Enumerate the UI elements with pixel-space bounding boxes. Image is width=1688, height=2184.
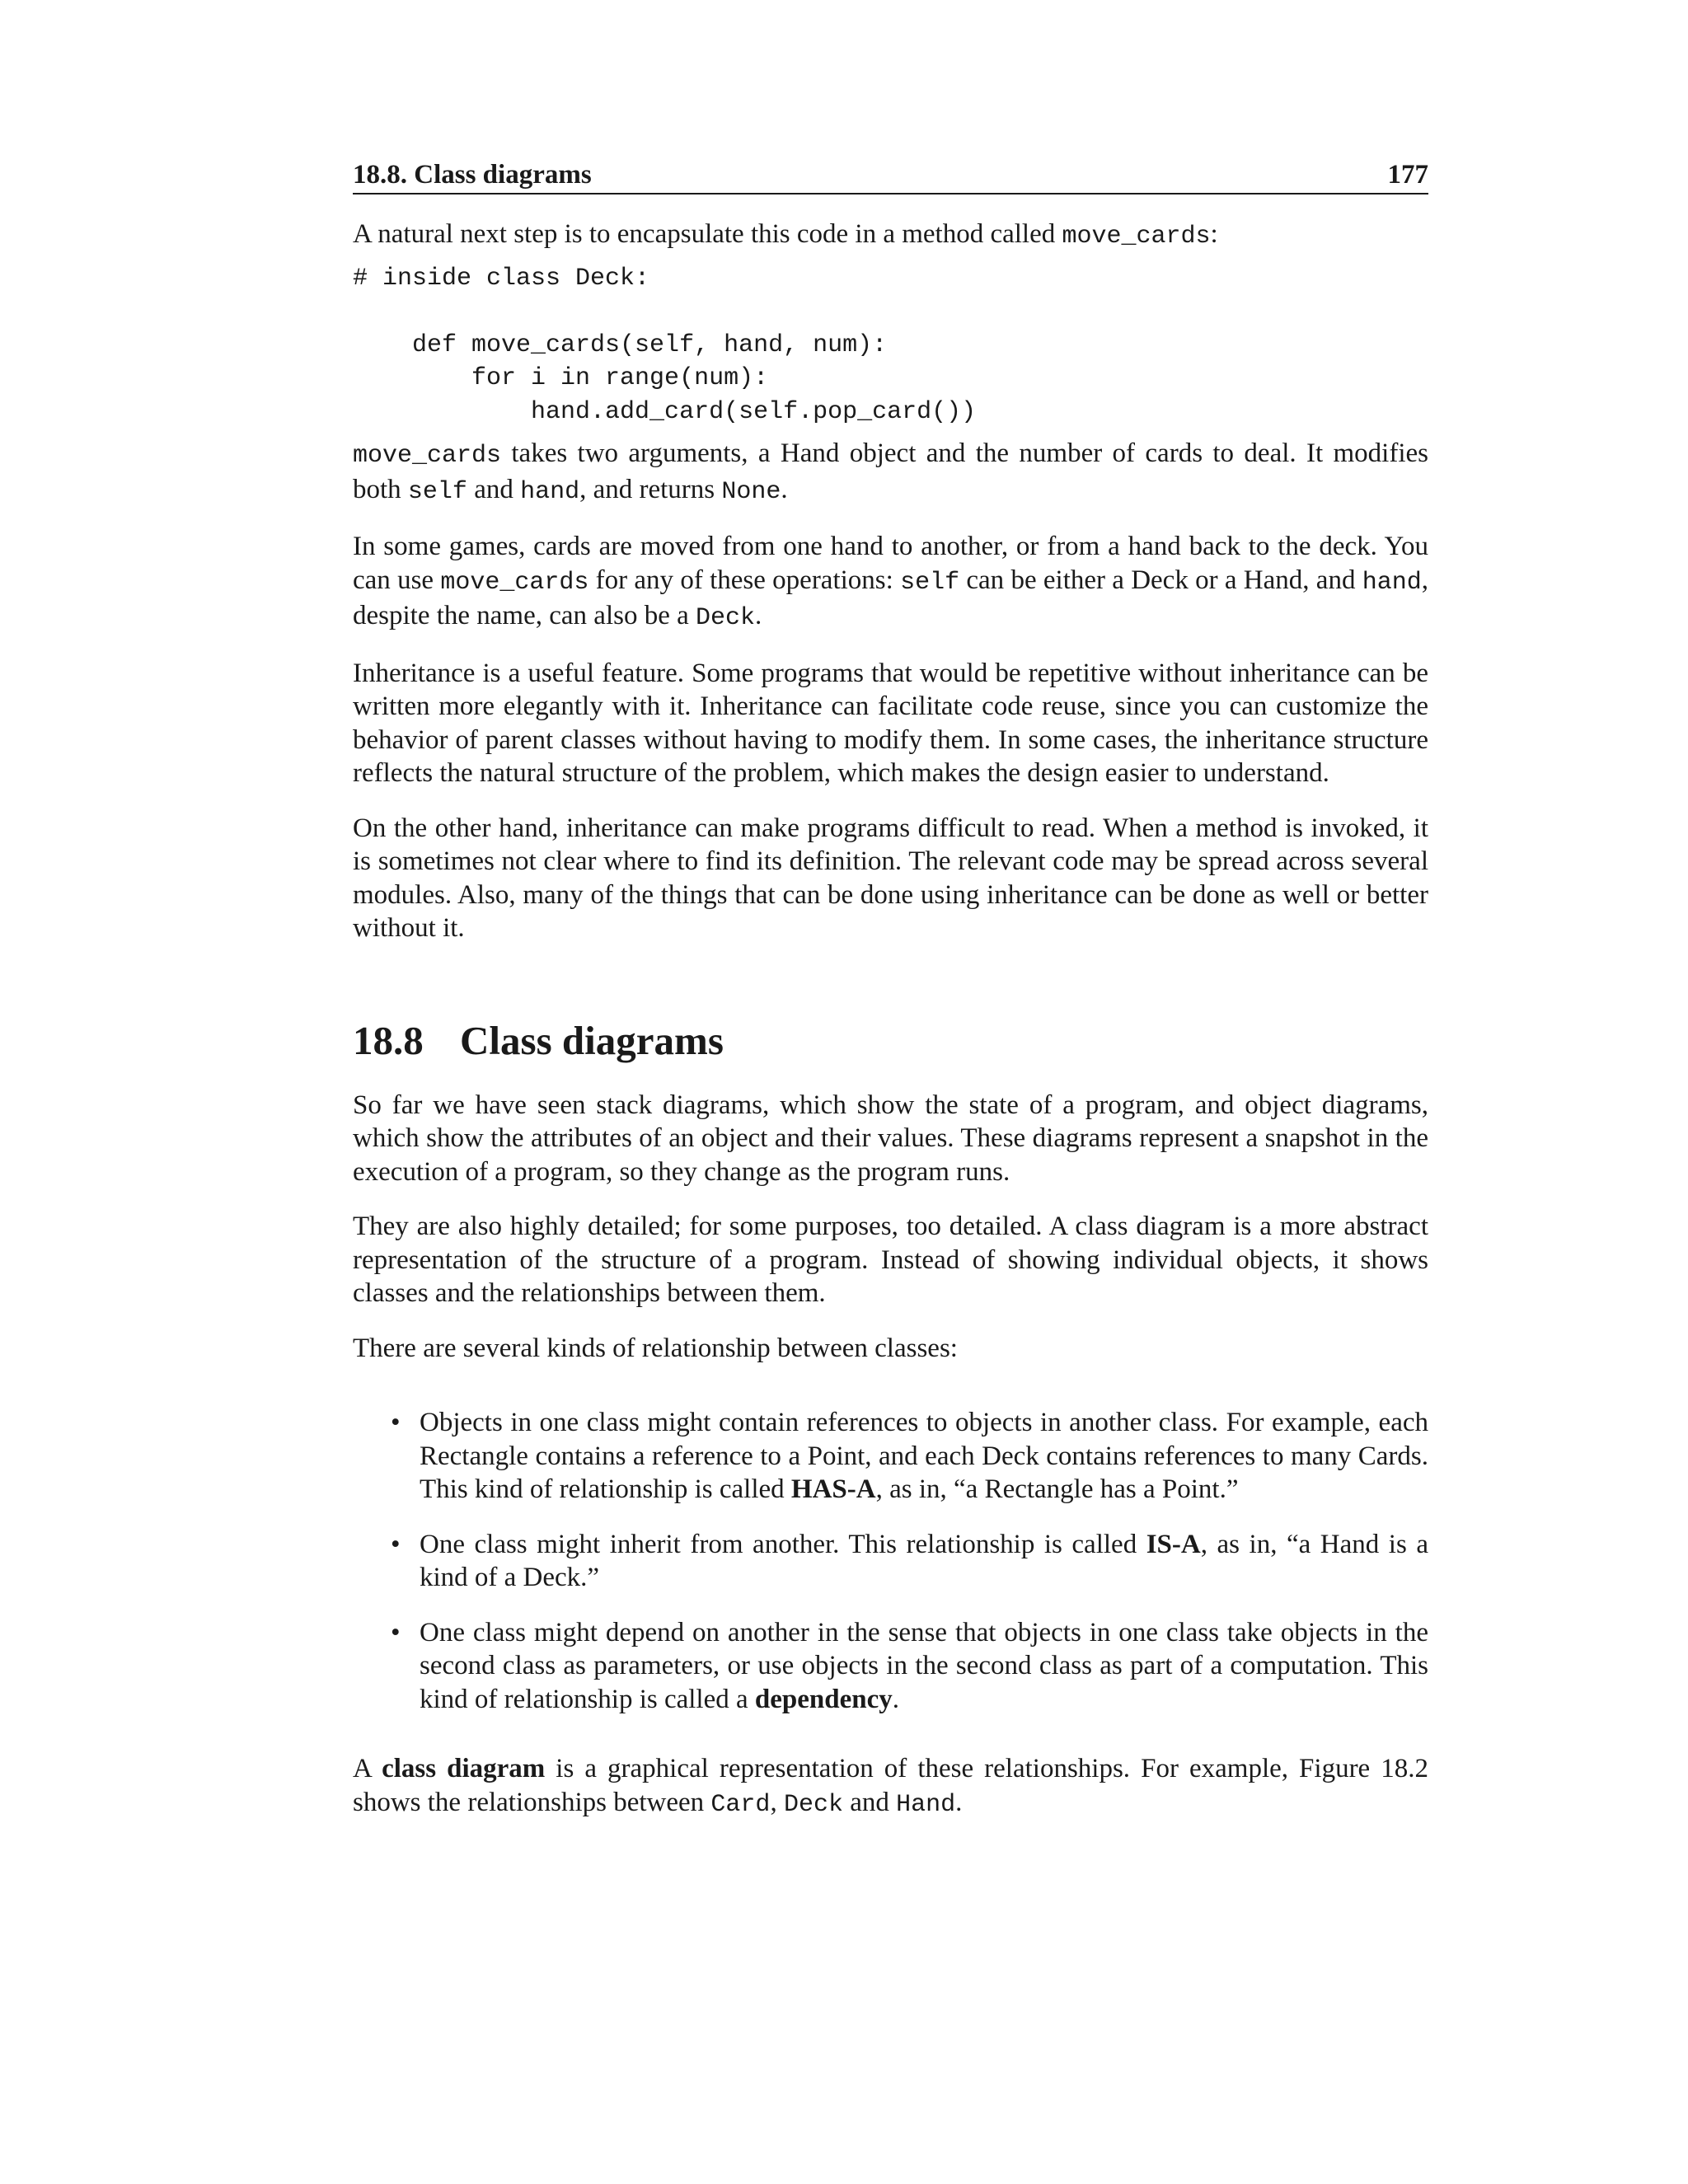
bullet-icon: •: [391, 1617, 401, 1647]
code-block: # inside class Deck: def move_cards(self, hand, num): for i in range(num): hand.add_card(self.pop_card()): [353, 264, 977, 426]
paragraph-games: In some games, cards are moved from one hand to another, or from a hand back to the deck. You can use move_cards for any of these operations: self can be either a Deck or a Hand, and hand, despite the name, can also be a Deck.: [353, 532, 1428, 632]
header-section-title: 18.8. Class diagrams: [353, 160, 592, 190]
paragraph-inheritance-difficult: On the other hand, inheritance can make programs difficult to read. When a method is invoked, it is sometimes not clear where to find its definition. The relevant code may be spread across several modules. Also, many of the things that can be done using inheritance can be done as well or better without it.: [353, 813, 1428, 943]
list-item-has-a: • Objects in one class might contain references to objects in another class. For example, each Rectangle contains a reference to a Point, and each Deck contains references to many Cards. This kind of relationship is called HAS-A, as in, “a Rectangle has a Point.”: [391, 1408, 1428, 1504]
section-title: Class diagrams: [460, 1017, 724, 1063]
bullet-icon: •: [391, 1408, 401, 1437]
paragraph-stack-diagrams: So far we have seen stack diagrams, which show the state of a program, and object diagrams, which show the attributes of an object and their values. These diagrams represent a snapshot in the execution of a program, so they change as the program runs.: [353, 1090, 1428, 1187]
bullet-icon: •: [391, 1529, 401, 1559]
inline-code: move_cards: [1062, 223, 1211, 251]
section-number: 18.8: [353, 1017, 424, 1063]
paragraph-inheritance-useful: Inheritance is a useful feature. Some programs that would be repetitive without inheritance can be written more elegantly with it. Inheritance can facilitate code reuse, since you can customize the behavior of parent classes without having to modify them. In some cases, the inheritance structure reflects the natural structure of the problem, which makes the design easier to understand.: [353, 658, 1428, 788]
paragraph-kinds-of-relationship: There are several kinds of relationship between classes:: [353, 1333, 958, 1363]
book-page: [353, 158, 1428, 1821]
section-heading: [353, 1016, 1428, 1066]
paragraph-move-cards: move_cards takes two arguments, a Hand object and the number of cards to deal. It modifies both self and hand, and returns None.: [353, 438, 1428, 506]
list-item-is-a: • One class might inherit from another. This relationship is called IS-A, as in, “a Hand is a kind of a Deck.”: [391, 1529, 1428, 1592]
running-header: [353, 158, 1428, 194]
list-item-dependency: • One class might depend on another in the sense that objects in one class take objects in the second class as parameters, or use objects in the second class as part of a computation. This kind of relationship is called a dependency.: [391, 1617, 1428, 1714]
intro-paragraph: A natural next step is to encapsulate this code in a method called move_cards:: [353, 219, 1218, 251]
paragraph-class-diagram: A class diagram is a graphical representation of these relationships. For example, Figure 18.2 shows the relationships between Card, Deck and Hand.: [353, 1754, 1428, 1819]
header-page-number: 177: [1387, 160, 1428, 190]
paragraph-highly-detailed: They are also highly detailed; for some purposes, too detailed. A class diagram is a more abstract representation of the structure of a program. Instead of showing individual objects, it shows classes and the relationships between them.: [353, 1212, 1428, 1308]
relationship-list: [353, 1406, 1428, 1716]
